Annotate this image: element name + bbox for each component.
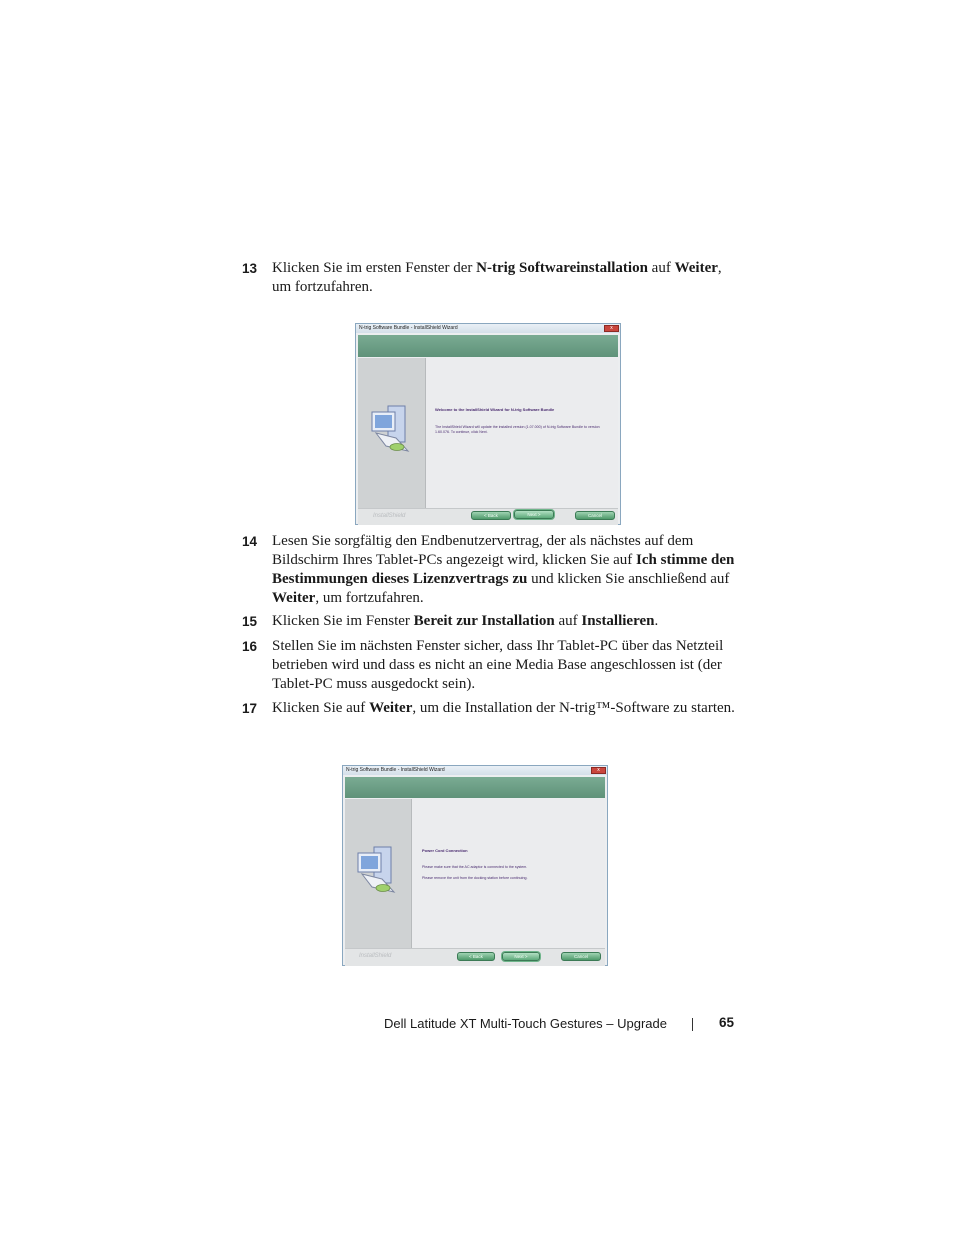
back-button: < Back [457,952,495,961]
ui-term: Installieren [581,613,655,629]
cancel-button: Cancel [561,952,601,961]
ui-term: N-trig Softwareinstallation [476,260,648,276]
back-button: < Back [471,511,511,520]
wizard-header [345,777,605,798]
wizard-footer [345,948,605,966]
step-number: 14 [242,534,258,549]
step-14 [242,532,742,608]
computer-icon [354,843,400,897]
step-15 [242,612,742,631]
close-icon: x [591,767,606,774]
text: auf [554,613,582,629]
ui-term: Bereit zur Installation [413,613,555,629]
wizard-text-line-1: Please make sure that the AC adaptor is connected to the system. [422,865,528,869]
wizard-side-panel [358,358,426,508]
installshield-brand: InstallShield [359,953,392,959]
running-footer-title: Dell Latitude XT Multi-Touch Gestures – Upgrade [383,1016,667,1031]
step-number: 16 [242,639,258,654]
step-text [272,612,738,631]
cancel-button: Cancel [575,511,615,520]
installer-screenshot-power-cord [342,765,608,966]
step-text [272,532,738,608]
step-text [272,699,738,718]
text: Klicken Sie im ersten Fenster der [272,260,477,276]
text: , um fortzufahren. [272,260,722,295]
wizard-footer [358,508,618,525]
text: , um fortzufahren. [315,590,424,606]
step-16 [242,637,742,694]
step-17 [242,699,742,718]
wizard-header [358,335,618,357]
step-number: 15 [242,614,258,629]
wizard-content [412,799,605,948]
wizard-side-panel [345,799,412,948]
ui-term: Ich stimme den Bestimmungen dieses Lizenzvertrags zu [272,552,735,587]
ui-term: Weiter [272,590,316,606]
installer-screenshot-welcome [355,323,621,525]
text: . [654,613,659,629]
text: auf [647,260,675,276]
next-button: Next > [514,510,554,519]
wizard-heading: Welcome to the InstallShield Wizard for N-trig Software Bundle [435,407,555,412]
page-number: 65 [718,1015,734,1030]
text: Lesen Sie sorgfältig den Endbenutzervertrag, der als nächstes auf dem Bildschirm Ihres Tablet-PCs angezeigt wird, klicken Sie auf [272,533,694,568]
wizard-text-line-2: Please remove the unit from the docking station before continuing. [422,876,528,880]
computer-icon [368,402,414,456]
text: Klicken Sie im Fenster [272,613,414,629]
ui-term: Weiter [674,260,718,276]
wizard-text: The InstallShield Wizard will update the installed version (1.07.000) of N-trig Software Bundle to version 1.60.076. To continue, click Next. [435,425,600,434]
text: Klicken Sie auf [272,700,370,716]
footer-divider [692,1018,693,1031]
close-icon: x [604,325,619,332]
wizard-heading: Power Cord Connection [422,848,468,853]
step-13 [242,259,742,297]
text: und klicken Sie anschließend auf [527,571,730,587]
step-text [272,637,738,694]
window-title: N-trig Software Bundle - InstallShield Wizard [356,324,620,333]
window-title: N-trig Software Bundle - InstallShield Wizard [343,766,607,775]
text: , um die Installation der N-trig™-Software zu starten. [412,700,735,716]
wizard-content [426,358,618,508]
step-number: 13 [242,261,258,276]
text: Stellen Sie im nächsten Fenster sicher, dass Ihr Tablet-PC über das Netzteil betrieben wird und dass es nicht an eine Media Base angeschlossen ist (der Tablet-PC muss ausgedockt sein). [272,638,724,692]
step-number: 17 [242,701,258,716]
step-text [272,259,738,297]
next-button: Next > [502,952,540,961]
installshield-brand: InstallShield [373,513,406,519]
ui-term: Weiter [369,700,413,716]
